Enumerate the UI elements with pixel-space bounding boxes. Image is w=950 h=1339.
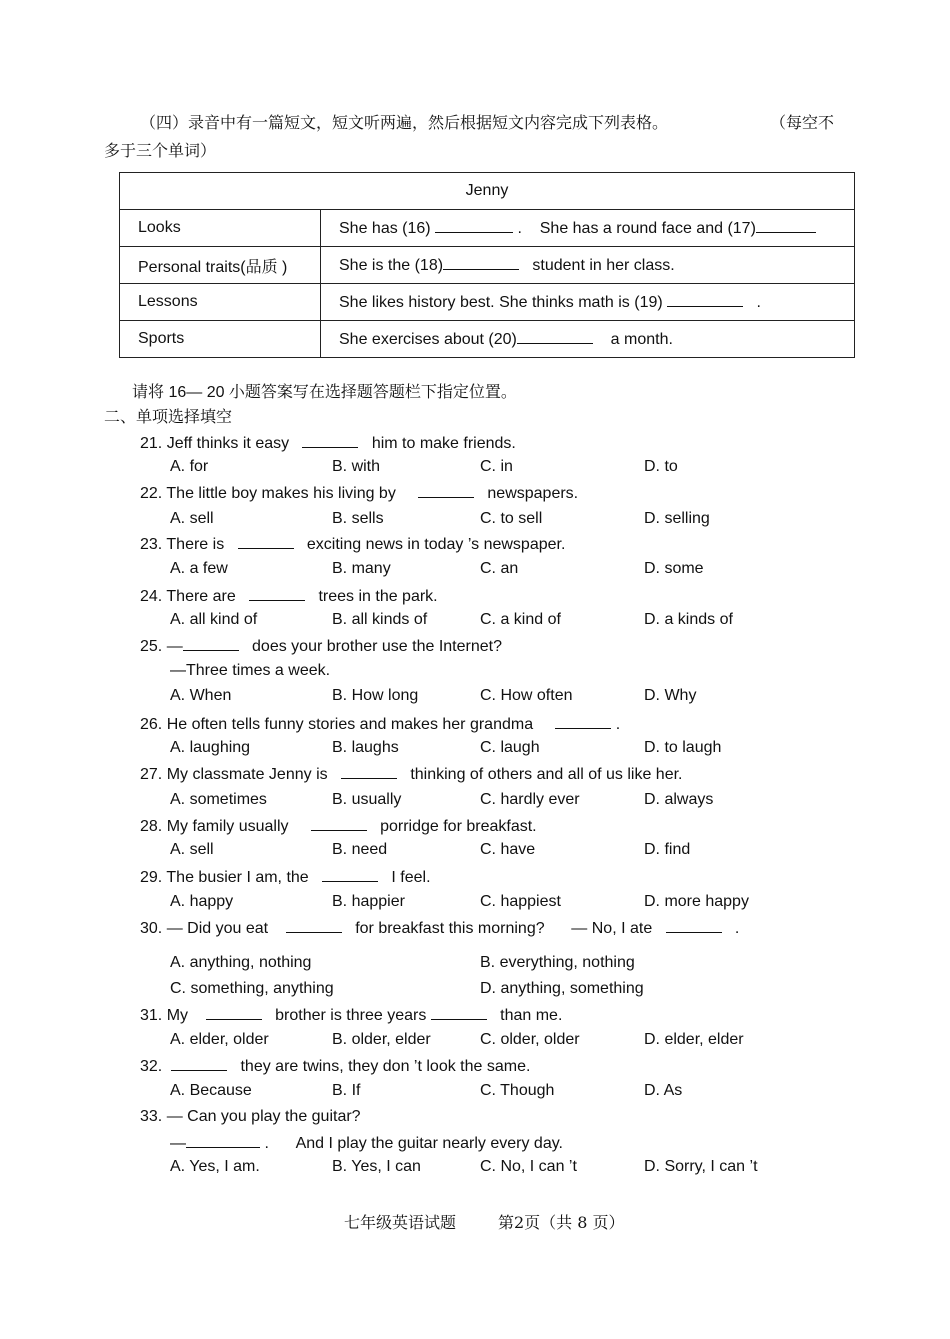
option[interactable]: A. sell — [170, 510, 214, 527]
option[interactable]: B. If — [332, 1082, 361, 1099]
option[interactable]: D. to — [644, 458, 678, 475]
option[interactable]: B. sells — [332, 510, 384, 527]
row-content: She is the (18) student in her class. — [321, 247, 855, 284]
option[interactable]: D. always — [644, 791, 714, 808]
option[interactable]: B. everything, nothing — [480, 954, 635, 971]
option[interactable]: C. happiest — [480, 893, 561, 910]
answer-note: 请将 16— 20 小题答案写在选择题答题栏下指定位置。 — [132, 384, 517, 401]
option[interactable]: A. elder, older — [170, 1031, 269, 1048]
table-row — [120, 321, 855, 358]
option[interactable]: D. As — [644, 1082, 683, 1099]
answer-blank[interactable] — [206, 1005, 262, 1020]
table-row — [120, 210, 855, 247]
question-stem: 33. — Can you play the guitar? — [140, 1108, 361, 1125]
blank-20[interactable] — [517, 329, 593, 344]
option[interactable]: B. with — [332, 458, 381, 475]
table-title: Jenny — [120, 173, 855, 210]
answer-blank[interactable] — [311, 816, 367, 831]
option[interactable]: C. laugh — [480, 739, 540, 756]
option[interactable]: D. find — [644, 841, 691, 858]
table-row — [120, 247, 855, 284]
option[interactable]: B. need — [332, 841, 388, 858]
question-stem: 28. My family usually porridge for breakfast. — [140, 818, 537, 835]
blank-17[interactable] — [756, 218, 816, 233]
blank-18[interactable] — [443, 255, 519, 270]
option[interactable]: A. Yes, I am. — [170, 1158, 260, 1175]
option[interactable]: D. Sorry, I can ’t — [644, 1158, 758, 1175]
answer-blank[interactable] — [322, 867, 378, 882]
row-label: Lessons — [120, 284, 321, 321]
option[interactable]: A. laughing — [170, 739, 251, 756]
row-content: She likes history best. She thinks math is (19) . — [321, 284, 855, 321]
option[interactable]: D. some — [644, 560, 704, 577]
option[interactable]: C. have — [480, 841, 536, 858]
option[interactable]: A. anything, nothing — [170, 954, 312, 971]
option[interactable]: C. something, anything — [170, 980, 334, 997]
row-label: Sports — [120, 321, 321, 358]
option[interactable]: A. sell — [170, 841, 214, 858]
page-number: 第2页（共 8 页） — [498, 1213, 625, 1232]
option[interactable]: D. anything, something — [480, 980, 644, 997]
option[interactable]: C. How often — [480, 687, 573, 704]
blank-19[interactable] — [667, 292, 743, 307]
question-stem: 29. The busier I am, the I feel. — [140, 869, 431, 886]
question-stem: 32. they are twins, they don ’t look the same. — [140, 1058, 531, 1075]
question-stem: 27. My classmate Jenny is thinking of others and all of us like her. — [140, 766, 683, 783]
option[interactable]: D. more happy — [644, 893, 749, 910]
answer-blank[interactable] — [286, 918, 342, 933]
row-content: She has (16) . She has a round face and (17) — [321, 210, 855, 247]
option[interactable]: D. Why — [644, 687, 697, 704]
option[interactable]: C. a kind of — [480, 611, 561, 628]
answer-blank[interactable] — [555, 714, 611, 729]
question-stem: 23. There is exciting news in today ’s newspaper. — [140, 536, 566, 553]
answer-blank[interactable] — [171, 1056, 227, 1071]
option[interactable]: A. sometimes — [170, 791, 267, 808]
option[interactable]: B. happier — [332, 893, 405, 910]
option[interactable]: A. all kind of — [170, 611, 258, 628]
footer-title: 七年级英语试题 — [344, 1213, 457, 1232]
question-reply: —Three times a week. — [170, 662, 331, 679]
question-stem: 31. My brother is three years than me. — [140, 1007, 563, 1024]
option[interactable]: D. to laugh — [644, 739, 722, 756]
row-label: Personal traits(品质 ) — [120, 247, 321, 284]
section-title: 二、单项选择填空 — [104, 407, 233, 426]
option[interactable]: C. older, older — [480, 1031, 580, 1048]
blank-16[interactable] — [435, 218, 513, 233]
question-stem: 21. Jeff thinks it easy him to make friends. — [140, 435, 516, 452]
option[interactable]: C. in — [480, 458, 513, 475]
question-stem: 30. — Did you eat for breakfast this morning? — No, I ate . — [140, 920, 740, 937]
option[interactable]: B. usually — [332, 791, 402, 808]
answer-blank[interactable] — [238, 534, 294, 549]
option[interactable]: A. a few — [170, 560, 228, 577]
answer-blank[interactable] — [431, 1005, 487, 1020]
answer-blank[interactable] — [186, 1133, 260, 1148]
option[interactable]: B. Yes, I can — [332, 1158, 421, 1175]
section-intro-cont: 多于三个单词） — [104, 141, 217, 160]
answer-blank[interactable] — [341, 764, 397, 779]
option[interactable]: A. happy — [170, 893, 234, 910]
option[interactable]: A. When — [170, 687, 232, 704]
option[interactable]: B. many — [332, 560, 391, 577]
option[interactable]: B. all kinds of — [332, 611, 428, 628]
option[interactable]: A. for — [170, 458, 209, 475]
option[interactable]: B. How long — [332, 687, 419, 704]
question-stem: 26. He often tells funny stories and makes her grandma . — [140, 716, 621, 733]
section-intro-note: （每空不 — [770, 113, 835, 132]
option[interactable]: D. selling — [644, 510, 710, 527]
row-content: She exercises about (20) a month. — [321, 321, 855, 358]
table-row — [120, 284, 855, 321]
option[interactable]: A. Because — [170, 1082, 252, 1099]
answer-blank[interactable] — [418, 483, 474, 498]
option[interactable]: C. Though — [480, 1082, 555, 1099]
option[interactable]: D. a kinds of — [644, 611, 733, 628]
option[interactable]: D. elder, elder — [644, 1031, 744, 1048]
section-intro: （四）录音中有一篇短文，短文听两遍，然后根据短文内容完成下列表格。 — [140, 113, 669, 132]
option[interactable]: B. older, elder — [332, 1031, 431, 1048]
answer-blank[interactable] — [249, 586, 305, 601]
answer-blank[interactable] — [302, 433, 358, 448]
jenny-table — [119, 172, 855, 358]
option[interactable]: C. No, I can ’t — [480, 1158, 577, 1175]
option[interactable]: B. laughs — [332, 739, 399, 756]
row-label: Looks — [120, 210, 321, 247]
option[interactable]: C. to sell — [480, 510, 543, 527]
question-stem: 24. There are trees in the park. — [140, 588, 438, 605]
answer-blank[interactable] — [666, 918, 722, 933]
question-stem: 22. The little boy makes his living by newspapers. — [140, 485, 579, 502]
option[interactable]: C. an — [480, 560, 519, 577]
question-stem: 25. — does your brother use the Internet? — [140, 638, 502, 655]
question-reply: — . And I play the guitar nearly every day. — [170, 1135, 563, 1152]
answer-blank[interactable] — [183, 636, 239, 651]
option[interactable]: C. hardly ever — [480, 791, 580, 808]
